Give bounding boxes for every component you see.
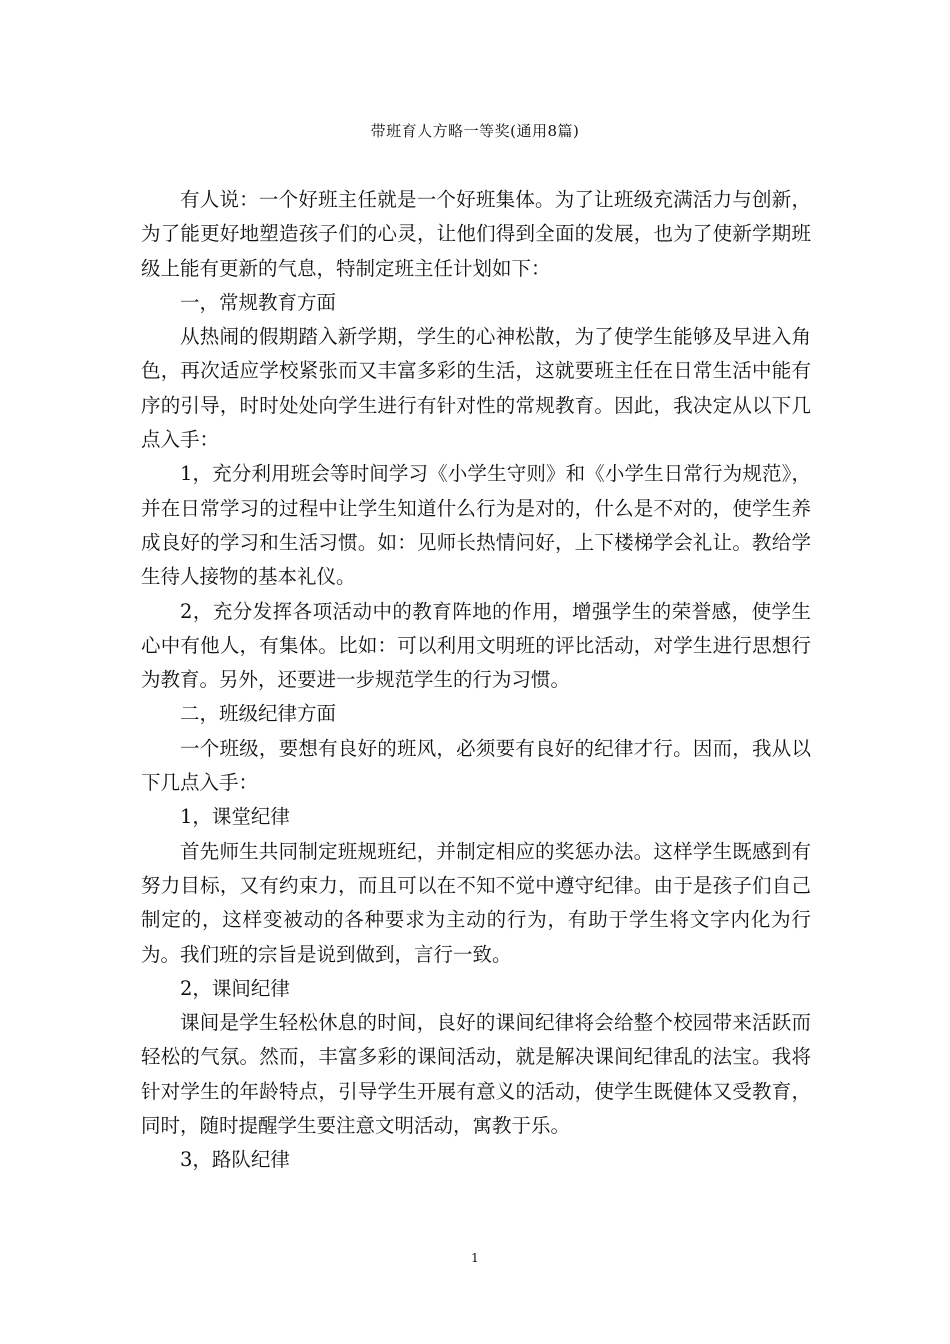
document-body xyxy=(141,183,811,1178)
body-paragraph-intro: 有人说：一个好班主任就是一个好班集体。为了让班级充满活力与创新，为了能更好地塑造孩子们的心灵，让他们得到全面的发展，也为了使新学期班级上能有更新的气息，特制定班主任计划如下： xyxy=(141,188,811,280)
section-heading-class-discipline: 二，班级纪律方面 xyxy=(180,702,337,726)
section-heading-routine-education: 一，常规教育方面 xyxy=(180,290,337,314)
document-title: 带班育人方略一等奖(通用8篇) xyxy=(370,122,580,140)
body-paragraph: 课间是学生轻松休息的时间，良好的课间纪律将会给整个校园带来活跃而轻松的气氛。然而，丰富多彩的课间活动，就是解决课间纪律乱的法宝。我将针对学生的年龄特点，引导学生开展有意义的活动，使学生既健体又受教育，同时，随时提醒学生要注意文明活动，寓教于乐。 xyxy=(141,1011,811,1138)
body-paragraph: 2，充分发挥各项活动中的教育阵地的作用，增强学生的荣誉感，使学生心中有他人，有集体。比如：可以利用文明班的评比活动，对学生进行思想行为教育。另外，还要进一步规范学生的行为习惯。 xyxy=(141,599,811,692)
body-paragraph: 首先师生共同制定班规班纪，并制定相应的奖惩办法。这样学生既感到有努力目标，又有约束力，而且可以在不知不觉中遵守纪律。由于是孩子们自己制定的，这样变被动的各种要求为主动的行为，有助于学生将文字内化为行为。我们班的宗旨是说到做到，言行一致。 xyxy=(141,839,811,966)
subsection-heading-classroom-discipline: 1，课堂纪律 xyxy=(180,805,290,829)
subsection-heading-break-discipline: 2，课间纪律 xyxy=(180,976,290,1000)
body-paragraph: 从热闹的假期踏入新学期，学生的心神松散，为了使学生能够及早进入角色，再次适应学校紧张而又丰富多彩的生活，这就要班主任在日常生活中能有序的引导，时时处处向学生进行有针对性的常规教育。因此，我决定从以下几点入手： xyxy=(141,325,811,452)
body-paragraph: 1，充分利用班会等时间学习《小学生守则》和《小学生日常行为规范》，并在日常学习的过程中让学生知道什么行为是对的，什么是不对的，使学生养成良好的学习和生活习惯。如：见师长热情问好，上下楼梯学会礼让。教给学生待人接物的基本礼仪。 xyxy=(141,462,811,589)
subsection-heading-queue-discipline: 3，路队纪律 xyxy=(180,1148,290,1172)
body-paragraph: 一个班级，要想有良好的班风，必须要有良好的纪律才行。因而，我从以下几点入手： xyxy=(141,736,811,795)
page-number: 1 xyxy=(471,1251,479,1265)
